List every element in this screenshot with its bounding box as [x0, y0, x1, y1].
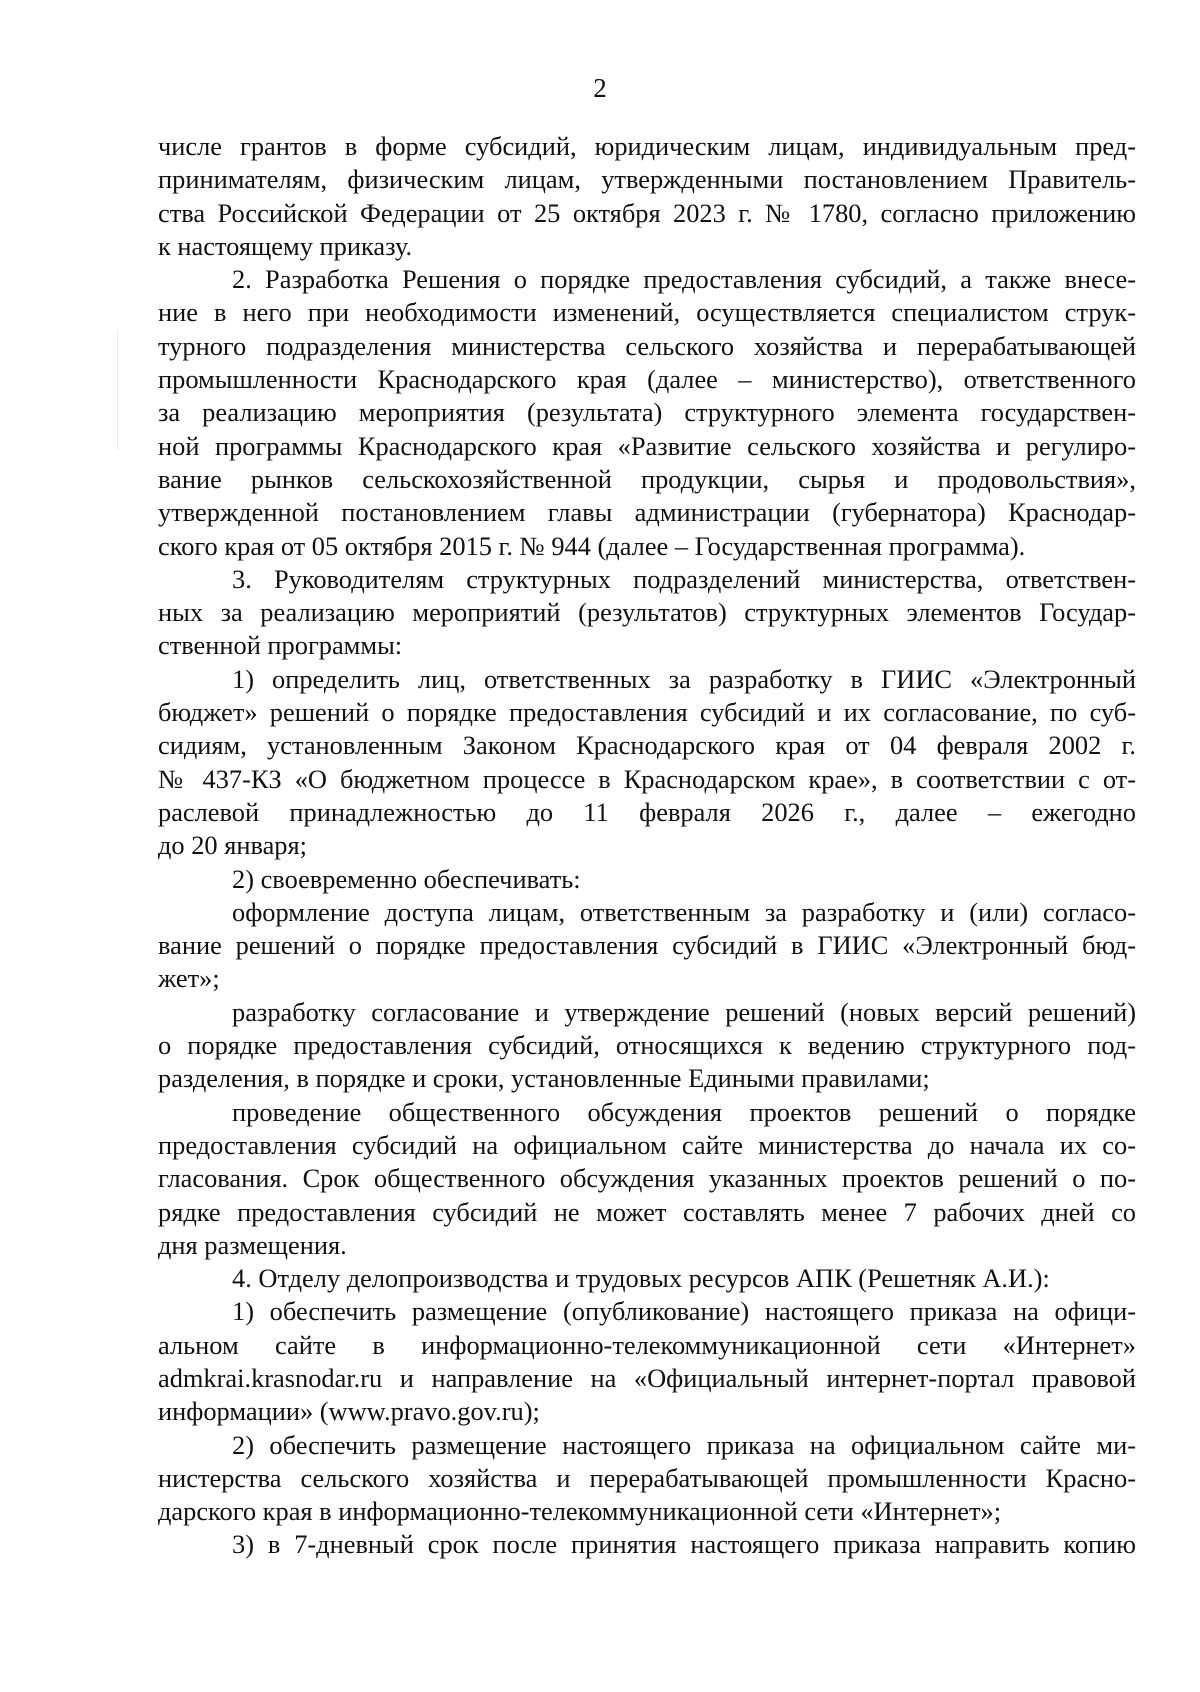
- text-line: дня размещения.: [158, 1229, 347, 1260]
- text-line: рядке предоставления субсидий не может составлять менее 7 рабочих дней со: [158, 1196, 1136, 1227]
- text-line: 1) определить лиц, ответственных за разработку в ГИИС «Электронный: [232, 663, 1136, 694]
- text-line: разделения, в порядке и сроки, установленные Едиными правилами;: [158, 1063, 930, 1094]
- document-body: [158, 130, 1136, 1562]
- text-line: промышленности Краснодарского края (далее – министерство), ответственного: [158, 364, 1136, 395]
- text-line: вание решений о порядке предоставления субсидий в ГИИС «Электронный бюд-: [158, 930, 1136, 961]
- text-line: информации» (www.pravo.gov.ru);: [158, 1396, 540, 1427]
- text-line: вание рынков сельскохозяйственной продукции, сырья и продовольствия»,: [158, 463, 1136, 494]
- text-line: раслевой принадлежностью до 11 февраля 2026 г., далее – ежегодно: [158, 796, 1136, 827]
- text-line: 3. Руководителям структурных подразделений министерства, ответствен-: [232, 563, 1136, 594]
- text-line: 1) обеспечить размещение (опубликование) настоящего приказа на офици-: [232, 1296, 1136, 1327]
- text-line: 2. Разработка Решения о порядке предоставления субсидий, а также внесе-: [232, 264, 1136, 295]
- text-line: ства Российской Федерации от 25 октября 2023 г. № 1780, согласно приложению: [158, 197, 1136, 228]
- text-line: ных за реализацию мероприятий (результатов) структурных элементов Государ-: [158, 597, 1136, 628]
- text-line: разработку согласование и утверждение решений (новых версий решений): [232, 996, 1136, 1027]
- text-line: дарского края в информационно-телекоммуникационной сети «Интернет»;: [158, 1496, 1002, 1527]
- text-line: 2) обеспечить размещение настоящего приказа на официальном сайте ми-: [232, 1429, 1136, 1460]
- text-line: сидиям, установленным Законом Краснодарского края от 04 февраля 2002 г.: [158, 730, 1136, 761]
- scan-margin-mark: [117, 330, 118, 450]
- text-line: № 437-КЗ «О бюджетном процессе в Краснодарском крае», в соответствии с от-: [158, 763, 1136, 794]
- text-line: admkrai.krasnodar.ru и направление на «Официальный интернет-портал правовой: [158, 1362, 1136, 1393]
- text-line: альном сайте в информационно-телекоммуникационной сети «Интернет»: [158, 1329, 1136, 1360]
- text-line: бюджет» решений о порядке предоставления субсидий и их согласование, по суб-: [158, 697, 1136, 728]
- text-line: 2) своевременно обеспечивать:: [232, 863, 581, 894]
- text-line: о порядке предоставления субсидий, относящихся к ведению структурного под-: [158, 1030, 1136, 1061]
- text-line: ние в него при необходимости изменений, осуществляется специалистом струк-: [158, 297, 1136, 328]
- text-line: турного подразделения министерства сельского хозяйства и перерабатывающей: [158, 330, 1136, 361]
- text-line: предоставления субсидий на официальном сайте министерства до начала их со-: [158, 1129, 1136, 1160]
- text-line: ственной программы:: [158, 630, 403, 661]
- text-line: до 20 января;: [158, 830, 307, 861]
- text-line: утвержденной постановлением главы администрации (губернатора) Краснодар-: [158, 497, 1136, 528]
- text-line: 3) в 7-дневный срок после принятия настоящего приказа направить копию: [232, 1529, 1136, 1560]
- text-line: принимателям, физическим лицам, утвержденными постановлением Правитель-: [158, 164, 1136, 195]
- text-line: к настоящему приказу.: [158, 230, 413, 261]
- text-line: нистерства сельского хозяйства и перерабатывающей промышленности Красно-: [158, 1462, 1136, 1493]
- text-line: ского края от 05 октября 2015 г. № 944 (далее – Государственная программа).: [158, 530, 1026, 561]
- text-line: за реализацию мероприятия (результата) структурного элемента государствен-: [158, 397, 1136, 428]
- text-line: оформление доступа лицам, ответственным за разработку и (или) согласо-: [232, 896, 1136, 927]
- text-line: жет»;: [158, 963, 220, 994]
- text-line: числе грантов в форме субсидий, юридическим лицам, индивидуальным пред-: [158, 131, 1136, 161]
- text-line: гласования. Срок общественного обсуждения указанных проектов решений о по-: [158, 1163, 1136, 1194]
- text-line: ной программы Краснодарского края «Развитие сельского хозяйства и регулиро-: [158, 430, 1136, 461]
- text-line: проведение общественного обсуждения проектов решений о порядке: [232, 1096, 1136, 1127]
- text-line: 4. Отделу делопроизводства и трудовых ресурсов АПК (Решетняк А.И.):: [232, 1263, 1050, 1294]
- page-number: 2: [593, 73, 607, 103]
